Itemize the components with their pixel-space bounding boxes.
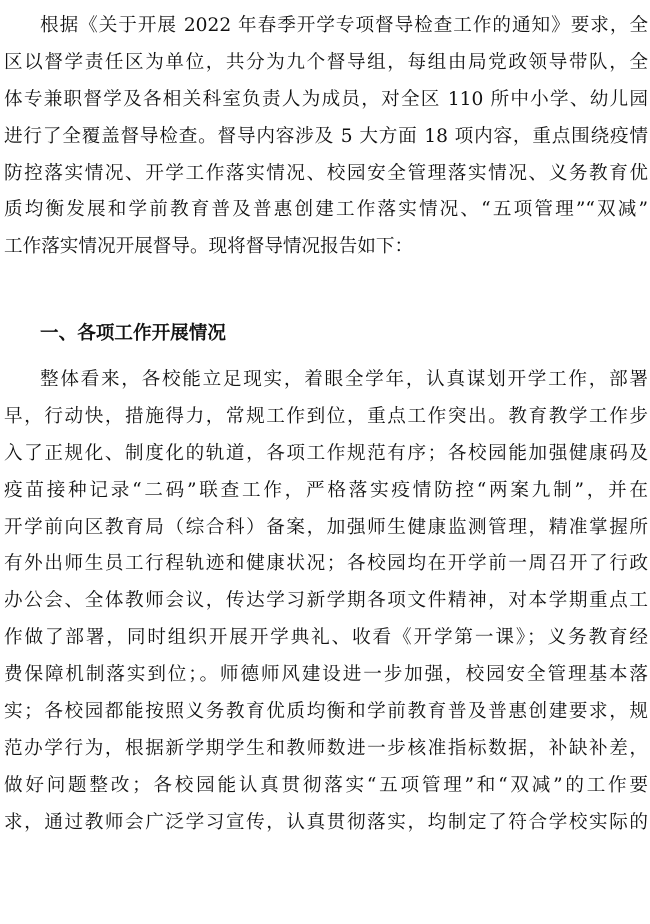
paragraph-line: 防控落实情况、开学工作落实情况、校园安全管理落实情况、义务教育优 [4,162,648,184]
paragraph-line: 区以督学责任区为单位，共分为九个督导组，每组由局党政领导带队，全 [4,51,648,73]
paragraph-line: 有外出师生员工行程轨迹和健康状况；各校园均在开学前一周召开了行政 [4,553,648,575]
body-paragraph [4,362,648,842]
paragraph-line: 开学前向区教育局（综合科）备案，加强师生健康监测管理，精准掌握所 [4,516,648,538]
paragraph-line: 早，行动快，措施得力，常规工作到位，重点工作突出。教育教学工作步 [4,405,648,427]
paragraph-line: 范办学行为，根据新学期学生和教师数进一步核准指标数据，补缺补差， [4,737,648,759]
paragraph-line: 作做了部署，同时组织开展开学典礼、收看《开学第一课》；义务教育经 [4,627,648,649]
paragraph-line: 质均衡发展和学前教育普及普惠创建工作落实情况、“五项管理”“双减” [4,199,648,221]
paragraph-line: 费保障机制落实到位；。师德师风建设进一步加强，校园安全管理基本落 [4,664,648,686]
paragraph-line: 根据《关于开展 2022 年春季开学专项督导检查工作的通知》要求，全 [40,15,648,36]
paragraph-line: 做好问题整改；各校园能认真贯彻落实“五项管理”和“双减”的工作要 [4,774,648,796]
paragraph-line: 疫苗接种记录“二码”联查工作，严格落实疫情防控“两案九制”，并在 [4,479,648,501]
paragraph-line: 办公会、全体教师会议，传达学习新学期各项文件精神，对本学期重点工 [4,590,648,612]
paragraph-line: 工作落实情况开展督导。现将督导情况报告如下： [4,236,414,258]
paragraph-line: 入了正规化、制度化的轨道，各项工作规范有序；各校园能加强健康码及 [4,442,648,464]
paragraph-line: 实；各校园都能按照义务教育优质均衡和学前教育普及普惠创建要求，规 [4,701,648,723]
paragraph-line: 求，通过教师会广泛学习宣传，认真贯彻落实，均制定了符合学校实际的 [4,811,648,833]
paragraph-line: 整体看来，各校能立足现实，着眼全学年，认真谋划开学工作，部署 [40,369,648,390]
intro-paragraph [4,8,648,266]
paragraph-line: 进行了全覆盖督导检查。督导内容涉及 5 大方面 18 项内容，重点围绕疫情 [4,125,648,147]
section-heading: 一、各项工作开展情况 [40,323,226,344]
paragraph-line: 体专兼职督学及各相关科室负责人为成员，对全区 110 所中小学、幼儿园 [4,88,648,110]
